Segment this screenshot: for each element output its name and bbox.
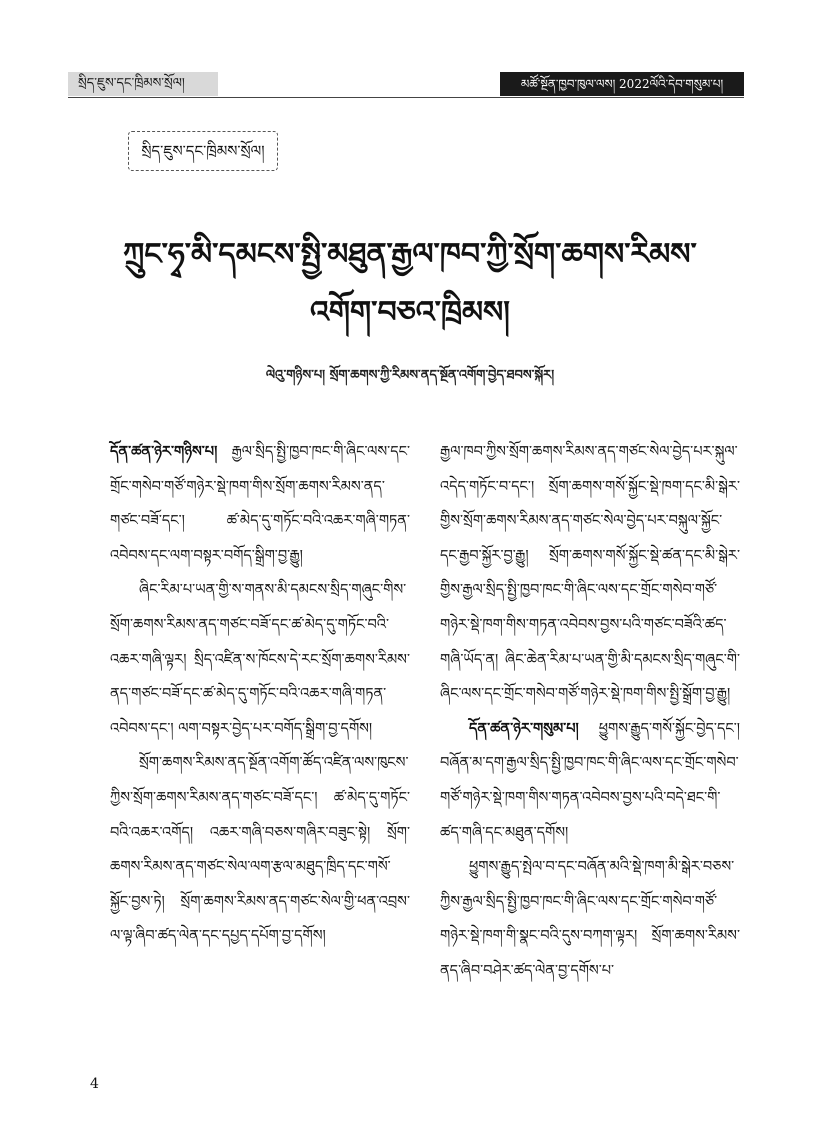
header-section-label: སྲིད་ཇུས་དང་ཁྲིམས་སྲོལ། <box>68 72 218 96</box>
left-column <box>110 435 410 954</box>
paragraph-text: རྒྱལ་ཁབ་ཀྱིས་སྲོག་ཆགས་རིམས་ནད་གཙང་སེལ་བྱེད་པར་སྐུལ་འདེད་གཏོང་བ་དང་། སྲོག་ཆགས་གསོ་སྐྱོང་སྡེ་ཁག་དང་མི་སྒེར་གྱིས་སྲོག་ཆགས་རིམས་ནད་གཙང་སེལ་བྱེད་པར་བསྐུལ་སྐྱོང་དང་རྒྱབ་སྐྱོར་བྱ་རྒྱུ། སྲོག་ཆགས་གསོ་སྐྱོང་སྡེ་ཚན་དང་མི་སྒེར་གྱིས་རྒྱལ་སྲིད་སྤྱི་ཁྱབ་ཁང་གི་ཞིང་ལས་དང་གྲོང་གསེབ་གཙོ་གཉེར་སྡེ་ཁག་གིས་གཏན་འབེབས་བྱས་པའི་གཙང་བཟོའི་ཚད་གཞི་ཡོད་ན། ཞིང་ཆེན་རིམ་པ་ཡན་གྱི་མི་དམངས་སྲིད་གཞུང་གི་ཞིང་ལས་དང་གྲོང་གསེབ་གཙོ་གཉེར་སྡེ་ཁག་གིས་སྤྱི་སྒྲོག་བྱ་རྒྱུ། <box>440 444 740 703</box>
page-number: 4 <box>90 1076 99 1092</box>
paragraph <box>110 435 410 573</box>
paragraph-text: རྒྱལ་སྲིད་སྤྱི་ཁྱབ་ཁང་གི་ཞིང་ལས་དང་གྲོང་གསེབ་གཙོ་གཉེར་སྡེ་ཁག་གིས་སྲོག་ཆགས་རིམས་ནད་གཙང་བཟོ་དང་། ཚ་མེད་དུ་གཏོང་བའི་འཆར་གཞི་གཏན་འབེབས་དང་ལག་བསྟར་བགོད་སྒྲིག་བྱ་རྒྱུ། <box>110 444 410 564</box>
paragraph <box>440 712 740 850</box>
section-label-box: སྲིད་ཇུས་དང་ཁྲིམས་སྲོལ། <box>128 131 278 171</box>
running-header <box>68 72 744 98</box>
right-column <box>440 435 740 989</box>
paragraph-text: ཞིང་རིམ་པ་ཡན་གྱི་ས་གནས་མི་དམངས་སྲིད་གཞུང་གིས་སྲོག་ཆགས་རིམས་ནད་གཙང་བཟོ་དང་ཚ་མེད་དུ་གཏོང་བའི་འཆར་གཞི་ལྟར། སྲིད་འཛིན་ས་ཁོངས་དེ་རང་སྲོག་ཆགས་རིམས་ནད་གཙང་བཟོ་དང་ཚ་མེད་དུ་གཏོང་བའི་འཆར་གཞི་གཏན་འབེབས་དང་། ལག་བསྟར་བྱེད་པར་བགོད་སྒྲིག་བྱ་དགོས། <box>110 582 410 737</box>
header-rule <box>68 97 744 98</box>
paragraph-text: སྲོག་ཆགས་རིམས་ནད་སྔོན་འགོག་ཚོད་འཛིན་ལས་ཁུངས་ཀྱིས་སྲོག་ཆགས་རིམས་ནད་གཙང་བཟོ་དང་། ཚ་མེད་དུ་གཏོང་བའི་འཆར་འགོད། འཆར་གཞི་བཅས་གཞིར་བཟུང་སྟེ། སྲོག་ཆགས་རིམས་ནད་གཙང་སེལ་ལག་རྩལ་མཐུད་ཁྲིད་དང་གསོ་སྐྱོང་བྱས་ཏེ། སྲོག་ཆགས་རིམས་ནད་གཙང་སེལ་གྱི་ཕན་འབྲས་ལ་ལྟ་ཞིབ་ཚད་ལེན་དང་དཔྱད་དཔོག་བྱ་དགོས། <box>110 755 410 945</box>
paragraph <box>440 435 740 712</box>
article-title: ཀྲུང་ཧྭ་མི་དམངས་སྤྱི་མཐུན་རྒྱལ་ཁབ་ཀྱི་སྲོག་ཆགས་རིམས་འགོག་བཅའ་ཁྲིམས། <box>123 237 697 330</box>
paragraph <box>440 850 740 988</box>
paragraph-text: ཕྱུགས་རྒྱུད་སྤེལ་བ་དང་བཞོན་མའི་སྡེ་ཁག་མི་སྒེར་བཅས་ཀྱིས་རྒྱལ་སྲིད་སྤྱི་ཁྱབ་ཁང་གི་ཞིང་ལས་དང་གྲོང་གསེབ་གཙོ་གཉེར་སྡེ་ཁག་གི་སྣང་བའི་དུས་བཀག་ལྟར། སྲོག་ཆགས་རིམས་ནད་ཞིབ་བཤེར་ཚད་ལེན་བྱ་དགོས་པ་ <box>440 859 740 979</box>
article-subtitle: ལེའུ་གཉིས་པ། སྲོག་ཆགས་ཀྱི་རིམས་ནད་སྔོན་འགོག་བྱེད་ཐབས་སྐོར། <box>265 368 555 383</box>
header-journal-issue: མཚོ་སྔོན་ཁྱབ་ཁུལ་ལས། 2022ལོའི་དེབ་གསུམ་པ། <box>500 72 744 96</box>
paragraph-text: ཕྱུགས་རྒྱུད་གསོ་སྐྱོང་བྱེད་དང་། བཞོན་མ་དག་རྒྱལ་སྲིད་སྤྱི་ཁྱབ་ཁང་གི་ཞིང་ལས་དང་གྲོང་གསེབ་གཙོ་གཉེར་སྡེ་ཁག་གིས་གཏན་འབེབས་བྱས་པའི་བདེ་ཐང་གི་ཚད་གཞི་དང་མཐུན་དགོས། <box>440 720 740 841</box>
paragraph <box>110 746 410 954</box>
article-number: དོན་ཚན་ཉེར་གསུམ་པ། <box>469 719 579 737</box>
paragraph <box>110 573 410 746</box>
article-number: དོན་ཚན་ཉེར་གཉིས་པ། <box>110 443 218 460</box>
